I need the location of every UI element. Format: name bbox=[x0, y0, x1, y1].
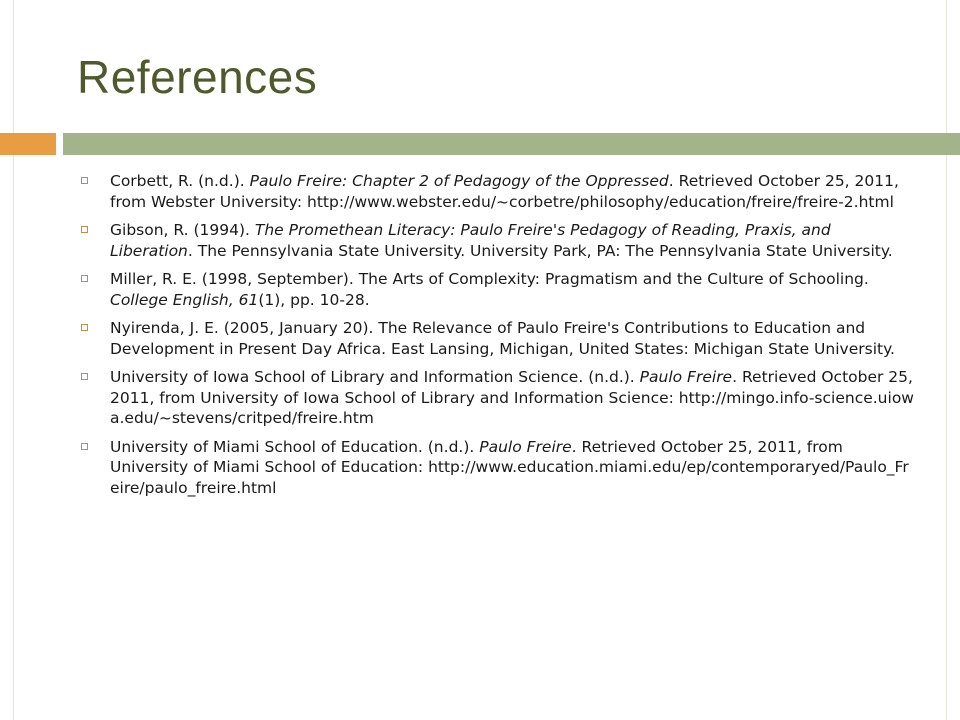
square-bullet-icon bbox=[81, 443, 88, 450]
reference-url: http://mingo.info-science.uiowa.edu/~stevens/critped/freire.htm bbox=[110, 388, 914, 427]
reference-text: . Retrieved October 25, 2011, from University of Iowa School of Library and Information Science: bbox=[110, 368, 913, 407]
reference-item bbox=[77, 220, 915, 261]
reference-text: (1), pp. 10-28. bbox=[258, 290, 370, 309]
reference-list bbox=[77, 171, 915, 506]
accent-bar-green bbox=[63, 133, 960, 155]
square-bullet-icon bbox=[81, 373, 88, 380]
reference-text: . Retrieved October 25, 2011, from University of Miami School of Education: bbox=[110, 437, 843, 476]
reference-text: Miller, R. E. (1998, September). The Arts of Complexity: Pragmatism and the Culture of Schooling. bbox=[110, 270, 869, 288]
reference-text: Gibson, R. (1994). bbox=[110, 221, 255, 239]
reference-italic-title: The Promethean Literacy: Paulo Freire's Pedagogy of Reading, Praxis, and Liberation bbox=[110, 221, 831, 260]
frame-right-line bbox=[946, 0, 947, 720]
reference-text: Nyirenda, J. E. (2005, January 20). The Relevance of Paulo Freire's Contributions to Education and Development in Present Day Africa. East Lansing, Michigan, United States: Michigan State University. bbox=[110, 319, 895, 358]
reference-italic-title: Paulo Freire: Chapter 2 of Pedagogy of the Oppressed bbox=[249, 172, 669, 190]
square-bullet-icon bbox=[81, 177, 88, 184]
reference-italic-title: College English, 61 bbox=[110, 290, 259, 309]
reference-item bbox=[77, 318, 915, 359]
reference-text: University of Iowa School of Library and Information Science. (n.d.). bbox=[110, 368, 640, 386]
reference-text: . Retrieved October 25, 2011, from Webster University: bbox=[110, 172, 899, 211]
reference-text: . The Pennsylvania State University. University Park, PA: The Pennsylvania State University. bbox=[187, 241, 893, 260]
reference-text: Corbett, R. (n.d.). bbox=[110, 172, 250, 190]
square-bullet-icon bbox=[81, 324, 88, 331]
reference-item bbox=[77, 269, 915, 310]
reference-item bbox=[77, 367, 915, 429]
reference-url: http://www.education.miami.edu/ep/contemporaryed/Paulo_Freire/paulo_freire.html bbox=[110, 458, 909, 497]
reference-item bbox=[77, 171, 915, 212]
slide-title: References bbox=[77, 51, 318, 103]
reference-italic-title: Paulo Freire bbox=[639, 368, 733, 386]
square-bullet-icon bbox=[81, 226, 88, 233]
reference-url: http://www.webster.edu/~corbetre/philosophy/education/freire/freire-2.html bbox=[307, 192, 894, 211]
reference-item bbox=[77, 437, 915, 499]
square-bullet-icon bbox=[81, 275, 88, 282]
reference-text: University of Miami School of Education. (n.d.). bbox=[110, 437, 480, 456]
reference-italic-title: Paulo Freire bbox=[479, 437, 572, 456]
accent-bar-orange bbox=[0, 133, 56, 155]
frame-left-line bbox=[13, 0, 14, 720]
